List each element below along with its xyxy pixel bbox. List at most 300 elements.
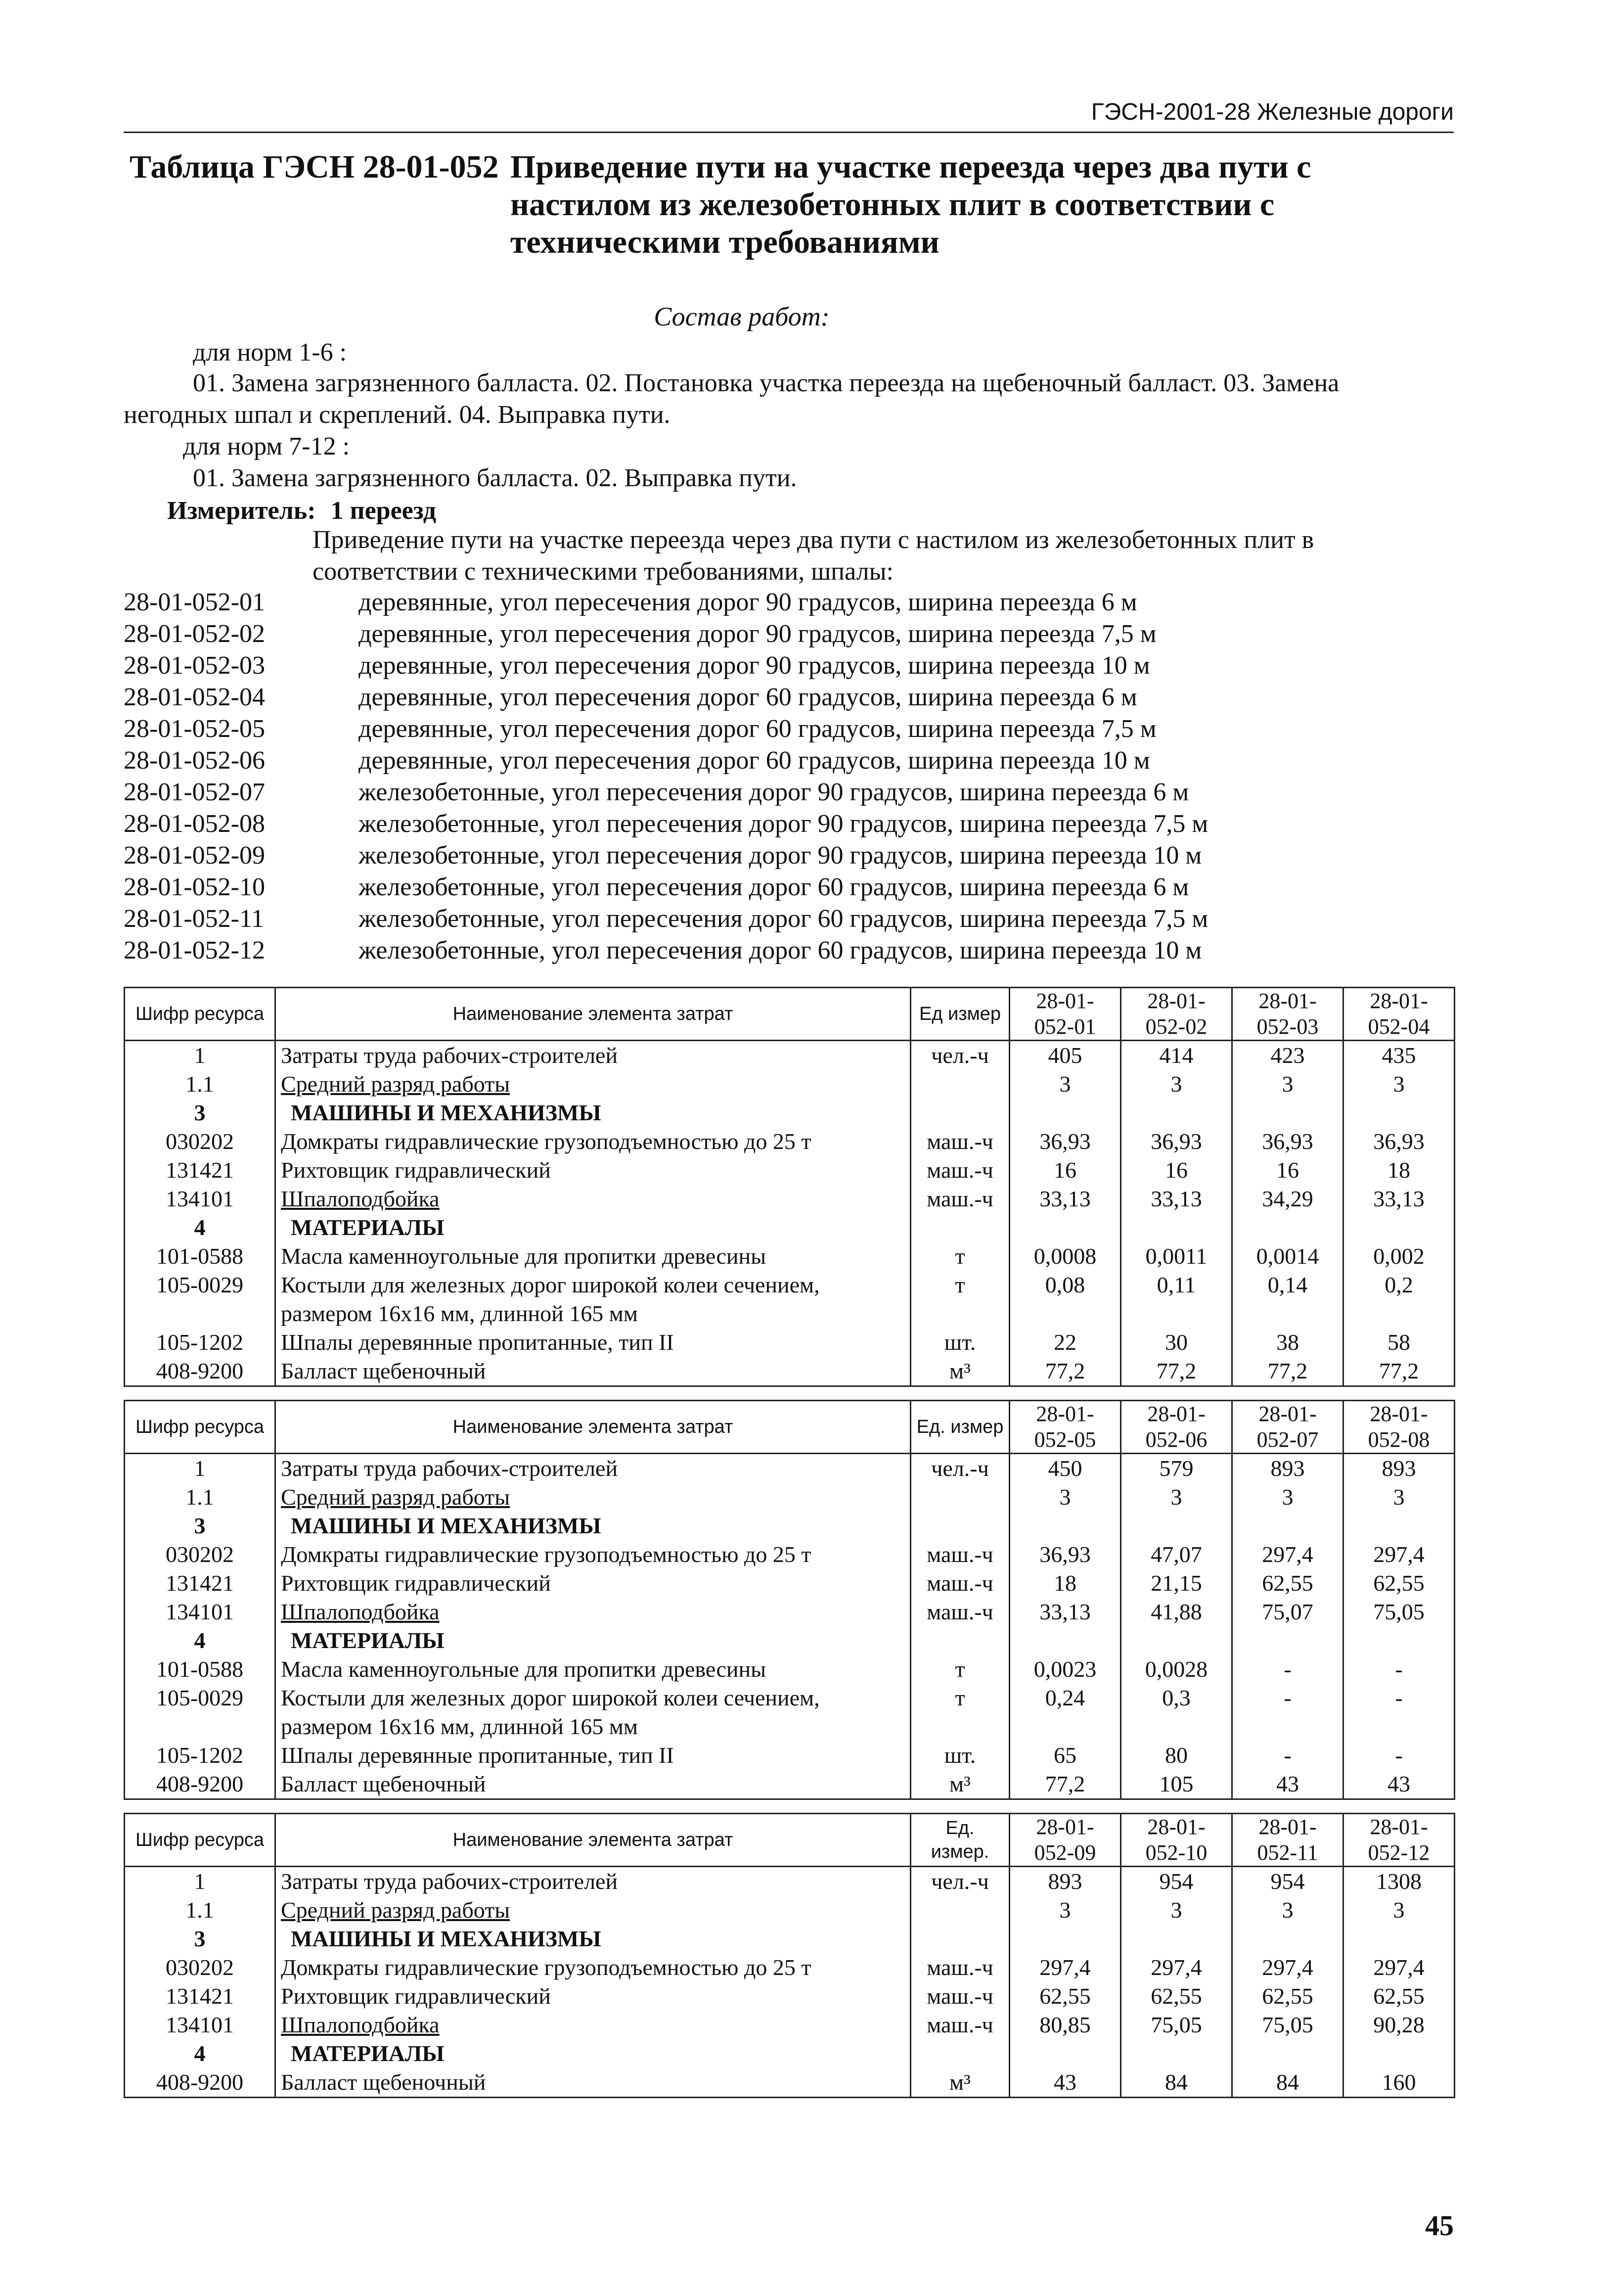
resource-name: Затраты труда рабочих-строителей	[275, 1041, 911, 1070]
resource-value: 0,11	[1121, 1271, 1232, 1299]
norm-code-part: 052-12	[1368, 1840, 1430, 1865]
column-header-code: Шифр ресурса	[125, 1814, 275, 1867]
norm-code-part: 28-01-	[1370, 1815, 1428, 1839]
section-title: МАШИНЫ И МЕХАНИЗМЫ	[275, 1512, 911, 1540]
resource-value: 75,05	[1343, 1598, 1455, 1626]
resource-value: 450	[1010, 1454, 1121, 1483]
norm-code: 28-01-052-05	[124, 715, 265, 743]
resource-code: 1	[125, 1867, 275, 1896]
resource-code: 4	[125, 1626, 275, 1655]
resource-value: 36,93	[1010, 1540, 1121, 1569]
header-rule	[124, 132, 1454, 133]
resource-code: 4	[125, 2039, 275, 2068]
section-row	[125, 1512, 1455, 1540]
section-title: МАТЕРИАЛЫ	[275, 2039, 911, 2068]
table-row	[125, 1185, 1455, 1213]
resource-unit: маш.-ч	[911, 1569, 1010, 1598]
resource-value: 160	[1343, 2068, 1455, 2098]
measurer-label: Измеритель:	[167, 497, 316, 525]
resource-value: 62,55	[1010, 1982, 1121, 2011]
resource-value: 84	[1121, 2068, 1232, 2098]
norm-code-row	[124, 872, 1454, 903]
table-row	[125, 1242, 1455, 1271]
resource-value: 105	[1121, 1770, 1232, 1799]
column-header-code: Шифр ресурса	[125, 988, 275, 1041]
norms-intro: Приведение пути на участке переезда через два пути с настилом из железобетонных плит в соответствии с техническими требованиями, шпалы:	[313, 526, 1314, 586]
resource-value: 80,85	[1010, 2011, 1121, 2039]
norm-code-row	[124, 903, 1454, 935]
resource-unit: чел.-ч	[911, 1867, 1010, 1896]
resource-value: 1308	[1343, 1867, 1455, 1896]
resource-name: Масла каменноугольные для пропитки древесины	[275, 1242, 911, 1271]
resource-name: Рихтовщик гидравлический	[275, 1156, 911, 1185]
norm-code-row	[124, 682, 1454, 713]
resource-value: 3	[1343, 1483, 1455, 1512]
resource-value: 297,4	[1343, 1953, 1455, 1982]
norm-description: железобетонные, угол пересечения дорог 90 градусов, ширина переезда 7,5 м	[358, 810, 1208, 838]
resource-value: -	[1343, 1684, 1455, 1712]
resource-value: 297,4	[1121, 1953, 1232, 1982]
resource-value: 0,0008	[1010, 1242, 1121, 1271]
column-header-norm	[1343, 1401, 1455, 1454]
norm-description: железобетонные, угол пересечения дорог 90 градусов, ширина переезда 10 м	[358, 841, 1202, 870]
resource-code: 3	[125, 1512, 275, 1540]
column-header-norm	[1121, 1401, 1232, 1454]
norm-code-part: 28-01-	[1370, 1402, 1428, 1426]
norm-code-part: 28-01-	[1147, 989, 1206, 1013]
resource-value: 16	[1121, 1156, 1232, 1185]
resource-value: 77,2	[1343, 1357, 1455, 1386]
resource-value	[1010, 1626, 1121, 1655]
resource-name: Балласт щебеночный	[275, 1770, 911, 1799]
resource-unit: т	[911, 1655, 1010, 1684]
table-row	[125, 1271, 1455, 1299]
table-header-row	[125, 1814, 1455, 1867]
resource-name: Шпалоподбойка	[275, 1185, 911, 1213]
table-header-row	[125, 988, 1455, 1041]
resource-value: 18	[1010, 1569, 1121, 1598]
norm-code: 28-01-052-12	[124, 936, 265, 964]
norm-code-row	[124, 713, 1454, 745]
section-title: МАТЕРИАЛЫ	[275, 1213, 911, 1242]
resource-unit: шт.	[911, 1741, 1010, 1770]
resource-code: 4	[125, 1213, 275, 1242]
resource-name: Шпалы деревянные пропитанные, тип II	[275, 1741, 911, 1770]
resource-name: Рихтовщик гидравлический	[275, 1982, 911, 2011]
resource-unit: м³	[911, 1770, 1010, 1799]
resource-name: Масла каменноугольные для пропитки древесины	[275, 1655, 911, 1684]
norm-code: 28-01-052-03	[124, 651, 265, 680]
norm-code-part: 28-01-	[1036, 1402, 1094, 1426]
column-header-norm	[1343, 1814, 1455, 1867]
resource-value: 423	[1232, 1041, 1343, 1070]
resource-code: 101-0588	[125, 1655, 275, 1684]
resource-unit	[911, 1099, 1010, 1127]
table-row	[125, 1070, 1455, 1099]
table-row	[125, 1357, 1455, 1386]
norm-code-part: 052-02	[1145, 1014, 1208, 1039]
norm-code-part: 052-05	[1034, 1427, 1096, 1452]
resource-value	[1010, 1099, 1121, 1127]
norm-description: деревянные, угол пересечения дорог 60 градусов, ширина переезда 10 м	[358, 746, 1150, 775]
resource-value: 77,2	[1121, 1357, 1232, 1386]
resource-value: 62,55	[1232, 1569, 1343, 1598]
resource-value: 90,28	[1343, 2011, 1455, 2039]
resource-value: 0,0011	[1121, 1242, 1232, 1271]
resource-value: 0,3	[1121, 1684, 1232, 1712]
resource-value: 77,2	[1010, 1770, 1121, 1799]
resource-value	[1121, 1512, 1232, 1540]
section-row	[125, 1099, 1455, 1127]
resource-name: Средний разряд работы	[275, 1896, 911, 1925]
resource-name: Затраты труда рабочих-строителей	[275, 1454, 911, 1483]
resource-value: 80	[1121, 1741, 1232, 1770]
measurer-value: 1 переезд	[330, 497, 436, 525]
resource-value: 75,05	[1121, 2011, 1232, 2039]
norm-code-part: 28-01-	[1258, 1402, 1317, 1426]
resource-value: 22	[1010, 1328, 1121, 1357]
resource-value	[1232, 1626, 1343, 1655]
norm-code: 28-01-052-11	[124, 905, 265, 933]
resource-value	[1343, 1712, 1455, 1741]
norm-code: 28-01-052-04	[124, 683, 265, 711]
resource-value	[1121, 1712, 1232, 1741]
resource-unit: маш.-ч	[911, 1156, 1010, 1185]
resource-value: 435	[1343, 1041, 1455, 1070]
norm-description: железобетонные, угол пересечения дорог 60 градусов, ширина переезда 6 м	[358, 873, 1189, 901]
resource-name: Средний разряд работы	[275, 1483, 911, 1512]
resource-value	[1343, 1512, 1455, 1540]
column-header-norm	[1010, 1401, 1121, 1454]
resource-value	[1121, 1099, 1232, 1127]
resource-value: 34,29	[1232, 1185, 1343, 1213]
composition-heading: Состав работ:	[654, 302, 830, 331]
resource-name: Домкраты гидравлические грузоподъемностью до 25 т	[275, 1953, 911, 1982]
resource-value	[1232, 1213, 1343, 1242]
norm-code-part: 052-10	[1145, 1840, 1208, 1865]
resource-value	[1010, 1712, 1121, 1741]
norm-code-part: 052-03	[1256, 1014, 1319, 1039]
resource-value: 62,55	[1343, 1982, 1455, 2011]
resource-value	[1343, 1099, 1455, 1127]
resource-code: 101-0588	[125, 1242, 275, 1271]
resource-code: 105-1202	[125, 1328, 275, 1357]
resource-name: Костыли для железных дорог широкой колеи сечением,	[275, 1684, 911, 1712]
resource-code: 408-9200	[125, 1770, 275, 1799]
norms-1-6-label: для норм 1-6 :	[193, 338, 347, 367]
resource-value: 0,08	[1010, 1271, 1121, 1299]
resource-value: 30	[1121, 1328, 1232, 1357]
resource-unit: маш.-ч	[911, 1540, 1010, 1569]
resource-value: -	[1232, 1655, 1343, 1684]
norm-code-part: 28-01-	[1258, 989, 1317, 1013]
resource-value: 43	[1232, 1770, 1343, 1799]
resource-unit	[911, 1483, 1010, 1512]
resource-value: 3	[1121, 1070, 1232, 1099]
table-row	[125, 1982, 1455, 2011]
norm-code-part: 28-01-	[1258, 1815, 1317, 1839]
table-row	[125, 1655, 1455, 1684]
table-row	[125, 1684, 1455, 1712]
resource-unit	[911, 2039, 1010, 2068]
resource-value	[1343, 1925, 1455, 1953]
resource-unit: маш.-ч	[911, 1598, 1010, 1626]
resource-value	[1010, 1512, 1121, 1540]
resource-unit: т	[911, 1684, 1010, 1712]
norm-code-part: 052-09	[1034, 1840, 1096, 1865]
column-header-norm	[1232, 988, 1343, 1041]
resource-value: 3	[1232, 1896, 1343, 1925]
resource-value: 21,15	[1121, 1569, 1232, 1598]
resource-code: 134101	[125, 1185, 275, 1213]
column-header-unit: Ед. измер.	[911, 1814, 1010, 1867]
column-header-name: Наименование элемента затрат	[275, 1814, 911, 1867]
resource-value: 36,93	[1121, 1127, 1232, 1156]
norms-7-12-line1: 01. Замена загрязненного балласта. 02. Выправка пути.	[193, 464, 797, 492]
resource-code	[125, 1712, 275, 1741]
resource-unit: чел.-ч	[911, 1041, 1010, 1070]
column-header-norm	[1232, 1814, 1343, 1867]
resource-value: 579	[1121, 1454, 1232, 1483]
resource-value: 16	[1232, 1156, 1343, 1185]
resource-name: размером 16х16 мм, длинной 165 мм	[275, 1299, 911, 1328]
resource-table-1	[124, 987, 1455, 1387]
resource-table-2	[124, 1400, 1455, 1800]
resource-value: 84	[1232, 2068, 1343, 2098]
resource-value: 36,93	[1232, 1127, 1343, 1156]
resource-value: 62,55	[1343, 1569, 1455, 1598]
resource-value: 75,07	[1232, 1598, 1343, 1626]
resource-value: 297,4	[1232, 1953, 1343, 1982]
resource-value: 77,2	[1232, 1357, 1343, 1386]
resource-value: 36,93	[1010, 1127, 1121, 1156]
table-row	[125, 1127, 1455, 1156]
resource-value: 3	[1121, 1483, 1232, 1512]
resource-code: 3	[125, 1099, 275, 1127]
section-title: МАТЕРИАЛЫ	[275, 1626, 911, 1655]
resource-unit	[911, 1070, 1010, 1099]
resource-name: Шпалоподбойка	[275, 1598, 911, 1626]
resource-name: Рихтовщик гидравлический	[275, 1569, 911, 1598]
resource-value	[1232, 1512, 1343, 1540]
table-row	[125, 1041, 1455, 1070]
resource-value: 43	[1010, 2068, 1121, 2098]
resource-code: 105-0029	[125, 1271, 275, 1299]
table-row	[125, 1454, 1455, 1483]
resource-value	[1232, 1712, 1343, 1741]
resource-value: 47,07	[1121, 1540, 1232, 1569]
resource-code: 408-9200	[125, 2068, 275, 2098]
resource-unit	[911, 1512, 1010, 1540]
resource-name: Домкраты гидравлические грузоподъемностью до 25 т	[275, 1127, 911, 1156]
norm-code-part: 28-01-	[1147, 1402, 1206, 1426]
norm-code-part: 052-06	[1145, 1427, 1208, 1452]
resource-value	[1343, 1626, 1455, 1655]
section-row	[125, 1213, 1455, 1242]
resource-value: 0,2	[1343, 1271, 1455, 1299]
resource-value: 18	[1343, 1156, 1455, 1185]
resource-value	[1121, 1213, 1232, 1242]
norm-code-part: 052-11	[1257, 1840, 1318, 1865]
resource-code: 030202	[125, 1127, 275, 1156]
resource-value	[1121, 1925, 1232, 1953]
resource-value: 0,14	[1232, 1271, 1343, 1299]
resource-value: 38	[1232, 1328, 1343, 1357]
resource-unit	[911, 1712, 1010, 1741]
norm-description: железобетонные, угол пересечения дорог 60 градусов, ширина переезда 7,5 м	[358, 905, 1208, 933]
resource-value: 41,88	[1121, 1598, 1232, 1626]
resource-unit: маш.-ч	[911, 1185, 1010, 1213]
resource-unit: маш.-ч	[911, 2011, 1010, 2039]
table-title-text: Приведение пути на участке переезда через два пути с настилом из железобетонных плит в соответствии с техническими требованиями	[510, 149, 1311, 260]
norms-7-12-label: для норм 7-12 :	[183, 432, 350, 460]
norm-code-part: 052-01	[1034, 1014, 1096, 1039]
resource-value: 77,2	[1010, 1357, 1121, 1386]
resource-value: 405	[1010, 1041, 1121, 1070]
resource-code: 030202	[125, 1540, 275, 1569]
resource-value: -	[1343, 1741, 1455, 1770]
resource-name: Домкраты гидравлические грузоподъемностью до 25 т	[275, 1540, 911, 1569]
column-header-norm	[1232, 1401, 1343, 1454]
resource-unit: шт.	[911, 1328, 1010, 1357]
resource-table-3	[124, 1813, 1455, 2098]
measurer	[167, 495, 436, 527]
table-row	[125, 1896, 1455, 1925]
resource-value	[1010, 1925, 1121, 1953]
resource-unit: т	[911, 1271, 1010, 1299]
resource-name: Балласт щебеночный	[275, 1357, 911, 1386]
norm-description: деревянные, угол пересечения дорог 90 градусов, ширина переезда 10 м	[358, 651, 1150, 680]
resource-unit: маш.-ч	[911, 1953, 1010, 1982]
column-header-norm	[1010, 988, 1121, 1041]
resource-value	[1343, 2039, 1455, 2068]
resource-unit	[911, 1896, 1010, 1925]
column-header-norm	[1121, 1814, 1232, 1867]
page-number: 45	[1425, 2209, 1454, 2242]
resource-code: 030202	[125, 1953, 275, 1982]
resource-value: 297,4	[1232, 1540, 1343, 1569]
resource-value: 0,0014	[1232, 1242, 1343, 1271]
resource-value: 893	[1010, 1867, 1121, 1896]
table-row	[125, 1953, 1455, 1982]
resource-name: Костыли для железных дорог широкой колеи сечением,	[275, 1271, 911, 1299]
resource-value	[1232, 1299, 1343, 1328]
resource-unit	[911, 1299, 1010, 1328]
norm-code-part: 052-04	[1368, 1014, 1430, 1039]
norm-code: 28-01-052-10	[124, 873, 265, 901]
resource-name: Средний разряд работы	[275, 1070, 911, 1099]
norm-code: 28-01-052-01	[124, 588, 265, 616]
norm-description: деревянные, угол пересечения дорог 60 градусов, ширина переезда 6 м	[358, 683, 1137, 711]
norm-code-row	[124, 618, 1454, 650]
norm-description: деревянные, угол пересечения дорог 90 градусов, ширина переезда 7,5 м	[358, 620, 1157, 648]
resource-code: 1.1	[125, 1896, 275, 1925]
section-title: МАШИНЫ И МЕХАНИЗМЫ	[275, 1099, 911, 1127]
norm-description: железобетонные, угол пересечения дорог 60 градусов, ширина переезда 10 м	[358, 936, 1202, 964]
resource-value: 954	[1232, 1867, 1343, 1896]
norms-1-6-line1: 01. Замена загрязненного балласта. 02. Постановка участка переезда на щебеночный балласт. 03. Замена	[193, 369, 1340, 397]
resource-code: 131421	[125, 1982, 275, 2011]
table-row	[125, 1867, 1455, 1896]
resource-code: 134101	[125, 2011, 275, 2039]
resource-value: 33,13	[1010, 1598, 1121, 1626]
column-header-unit: Ед. измер	[911, 1401, 1010, 1454]
resource-value: 75,05	[1232, 2011, 1343, 2039]
resource-value: 16	[1010, 1156, 1121, 1185]
norms-1-6-line2: негодных шпал и скреплений. 04. Выправка пути.	[124, 401, 671, 429]
norm-code-part: 28-01-	[1036, 1815, 1094, 1839]
resource-code: 131421	[125, 1156, 275, 1185]
column-header-norm	[1343, 988, 1455, 1041]
norm-code: 28-01-052-02	[124, 620, 265, 648]
norm-code-row	[124, 745, 1454, 777]
resource-value: 62,55	[1232, 1982, 1343, 2011]
norm-code-part: 052-08	[1368, 1427, 1430, 1452]
section-row	[125, 1626, 1455, 1655]
table-row	[125, 1299, 1455, 1328]
resource-value: 3	[1010, 1483, 1121, 1512]
column-header-norm	[1010, 1814, 1121, 1867]
resource-value: 33,13	[1343, 1185, 1455, 1213]
resource-code: 105-1202	[125, 1741, 275, 1770]
resource-value: 62,55	[1121, 1982, 1232, 2011]
table-title-label: Таблица ГЭСН 28-01-052	[130, 149, 499, 185]
norm-code-part: 28-01-	[1370, 989, 1428, 1013]
column-header-name: Наименование элемента затрат	[275, 1401, 911, 1454]
resource-value: 893	[1232, 1454, 1343, 1483]
resource-unit: м³	[911, 1357, 1010, 1386]
resource-name: Балласт щебеночный	[275, 2068, 911, 2098]
resource-value	[1121, 1299, 1232, 1328]
norm-code-row	[124, 808, 1454, 840]
column-header-unit: Ед измер	[911, 988, 1010, 1041]
resource-unit: т	[911, 1242, 1010, 1271]
norm-code-part: 28-01-	[1147, 1815, 1206, 1839]
resource-value: 33,13	[1010, 1185, 1121, 1213]
resource-unit	[911, 1626, 1010, 1655]
norm-code-part: 052-07	[1256, 1427, 1319, 1452]
table-row	[125, 2011, 1455, 2039]
table-header-row	[125, 1401, 1455, 1454]
resource-code: 105-0029	[125, 1684, 275, 1712]
running-header: ГЭСН-2001-28 Железные дороги	[1091, 99, 1454, 125]
resource-name: Затраты труда рабочих-строителей	[275, 1867, 911, 1896]
resource-code: 1.1	[125, 1070, 275, 1099]
resource-value: 0,0028	[1121, 1655, 1232, 1684]
resource-code	[125, 1299, 275, 1328]
resource-value: 3	[1232, 1070, 1343, 1099]
resource-value: -	[1343, 1655, 1455, 1684]
resource-unit	[911, 1925, 1010, 1953]
resource-value: -	[1232, 1684, 1343, 1712]
table-row	[125, 1770, 1455, 1799]
resource-value: 3	[1232, 1483, 1343, 1512]
resource-value	[1121, 1626, 1232, 1655]
resource-code: 1	[125, 1454, 275, 1483]
resource-name: Шпалоподбойка	[275, 2011, 911, 2039]
resource-value: 0,24	[1010, 1684, 1121, 1712]
table-row	[125, 1712, 1455, 1741]
norm-code-list	[124, 587, 1454, 966]
norm-code-row	[124, 777, 1454, 808]
column-header-norm	[1121, 988, 1232, 1041]
resource-name: размером 16х16 мм, длинной 165 мм	[275, 1712, 911, 1741]
resource-unit: маш.-ч	[911, 1982, 1010, 2011]
resource-value	[1232, 2039, 1343, 2068]
resource-value: 414	[1121, 1041, 1232, 1070]
section-title: МАШИНЫ И МЕХАНИЗМЫ	[275, 1925, 911, 1953]
resource-value: 297,4	[1010, 1953, 1121, 1982]
